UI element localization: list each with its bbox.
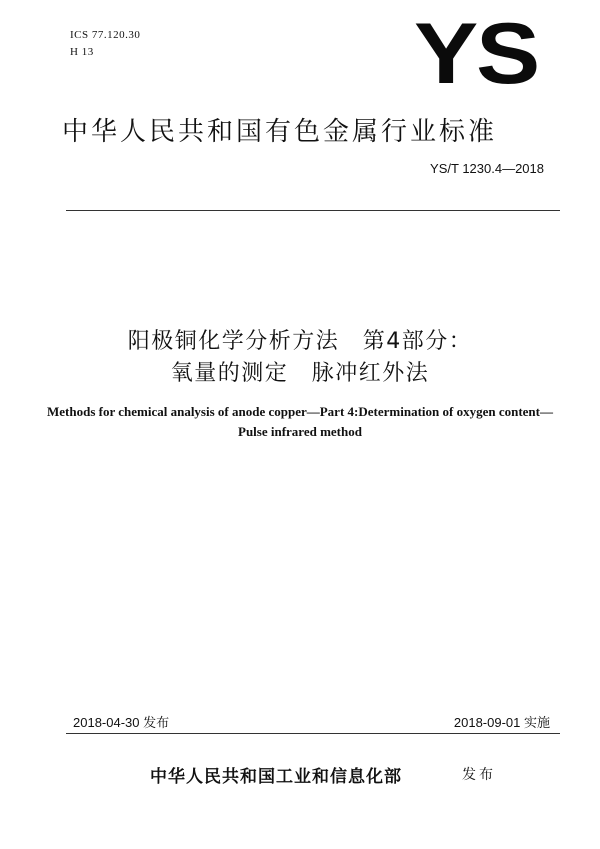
- ics-code: ICS 77.120.30: [70, 29, 141, 41]
- title-cn-line1: 阳极铜化学分析方法 第4部分：: [127, 329, 473, 354]
- issuer-name: 中华人民共和国工业和信息化部: [150, 767, 402, 787]
- standard-number: YS/T 1230.4—2018: [430, 161, 544, 176]
- classification-codes: [70, 27, 140, 61]
- title-cn-line2: 氧量的测定 脉冲红外法: [170, 361, 430, 386]
- title-en: Methods for chemical analysis of anode copper—Part 4:Determination of oxygen content—Pulse infrared method: [47, 404, 553, 439]
- footer-divider: [66, 733, 560, 734]
- effective-date: 2018-09-01 实施: [453, 715, 550, 730]
- ccs-code: H 13: [70, 46, 94, 58]
- header-divider: [66, 210, 560, 211]
- issue-date: 2018-04-30 发布: [73, 715, 170, 730]
- issuer-action: 发布: [462, 767, 496, 783]
- ys-logo: YS: [414, 6, 539, 102]
- standard-category: 中华人民共和国有色金属行业标准: [62, 117, 498, 147]
